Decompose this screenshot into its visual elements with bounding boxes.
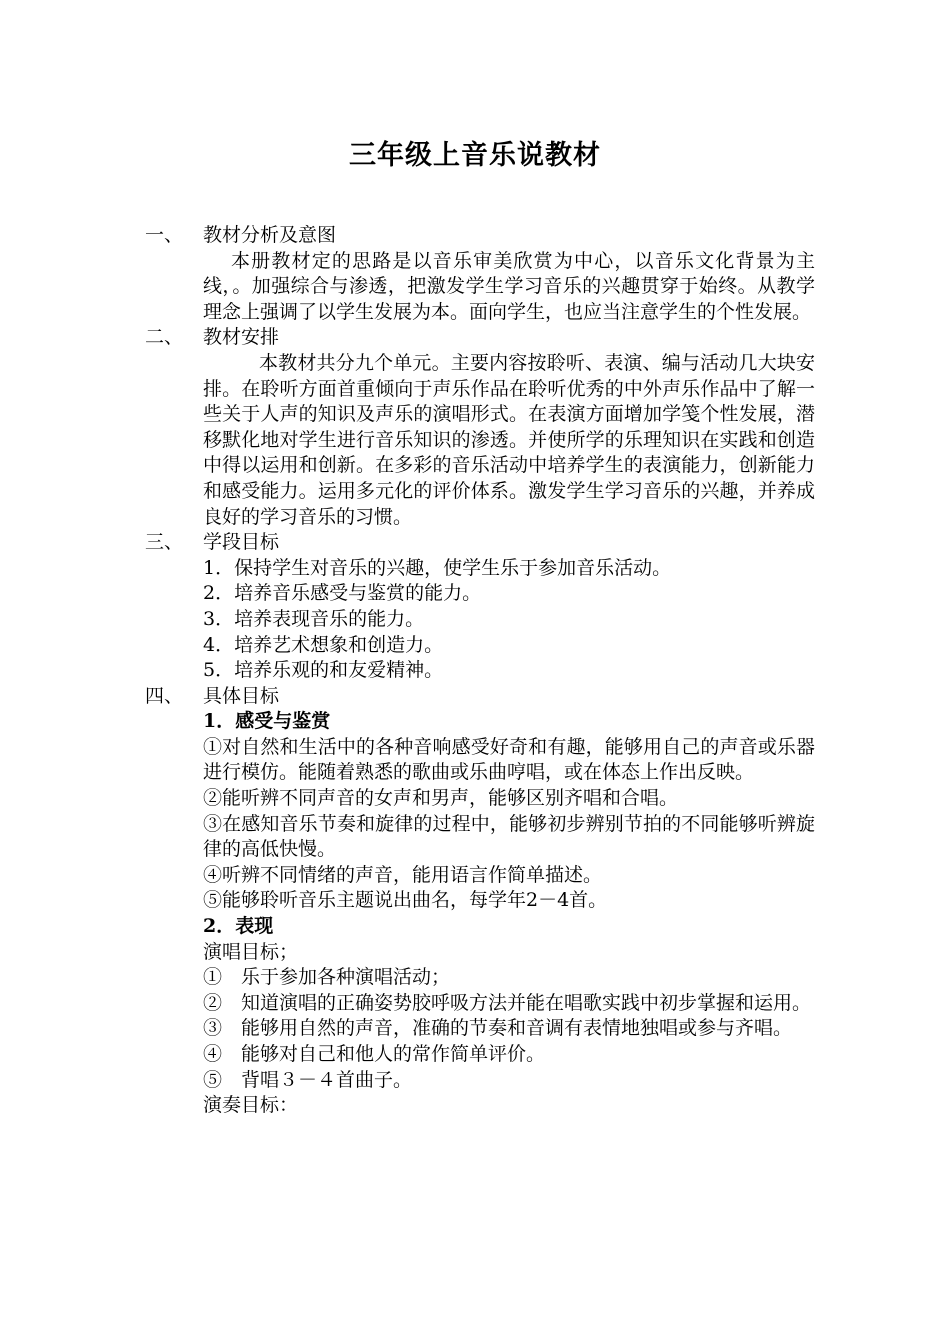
section-number: 三、: [145, 531, 184, 554]
list-item: ①对自然和生活中的各种音响感受好奇和有趣，能够用自己的声音或乐器进行模仿。能随着熟悉的歌曲或乐曲哼唱，或在体态上作出反映。: [203, 735, 815, 784]
document-body: [145, 223, 815, 1119]
singing-goals-label: 演唱目标；: [203, 940, 299, 963]
list-item: ① 乐于参加各种演唱活动；: [203, 966, 451, 989]
section-heading: [145, 325, 815, 351]
playing-goals-label: 演奏目标：: [203, 1094, 299, 1117]
section-title: 教材分析及意图: [203, 224, 337, 246]
list-item: ④ 能够对自己和他人的常作简单评价。: [203, 1043, 546, 1065]
list-item: 1．保持学生对音乐的兴趣，使学生乐于参加音乐活动。: [203, 556, 672, 579]
list-item: ②能听辨不同声音的女声和男声，能够区别齐唱和合唱。: [203, 787, 679, 810]
list-item: ③ 能够用自然的声音，准确的节奏和音调有表情地独唱或参与齐唱。: [203, 1017, 793, 1040]
section-number: 四、: [145, 684, 184, 707]
list-item: ⑤ 背唱３－４首曲子。: [203, 1068, 413, 1091]
section-title: 学段目标: [203, 531, 280, 554]
section-number: 二、: [145, 326, 184, 349]
section-title: 教材安排: [203, 326, 280, 349]
list-item: 4．培养艺术想象和创造力。: [203, 633, 444, 656]
list-item: ② 知道演唱的正确姿势胶呼吸方法并能在唱歌实践中初步掌握和运用。: [203, 991, 812, 1014]
list-item: 2．培养音乐感受与鉴赏的能力。: [203, 582, 482, 605]
subsection-title: 2．表现: [203, 915, 274, 938]
section-heading: [145, 530, 815, 556]
specific-goals: [203, 709, 815, 1119]
list-item: 5．培养乐观的和友爱精神。: [203, 659, 444, 682]
list-item: ③在感知音乐节奏和旋律的过程中，能够初步辨别节拍的不同能够听辨旋律的高低快慢。: [203, 812, 815, 861]
subsection-title: 1．感受与鉴赏: [203, 710, 331, 733]
goal-list: [203, 556, 815, 684]
list-item: 3．培养表现音乐的能力。: [203, 607, 425, 630]
section-heading: [145, 223, 815, 249]
section-number: 一、: [145, 224, 184, 246]
section-paragraph: 本教材共分九个单元。主要内容按聆听、表演、编与活动几大块安排。在聆听方面首重倾向于声乐作品在聆听优秀的中外声乐作品中了解一些关于人声的知识及声乐的演唱形式。在表演方面增加学笺个性发展，潜移默化地对学生进行音乐知识的渗透。并使所学的乐理知识在实践和创造中得以运用和创新。在多彩的音乐活动中培养学生的表演能力，创新能力和感受能力。运用多元化的评价体系。激发学生学习音乐的兴趣，并养成良好的学习音乐的习惯。: [203, 351, 815, 528]
list-item: ④听辨不同情绪的声音，能用语言作简单描述。: [203, 863, 603, 886]
section-paragraph: 本册教材定的思路是以音乐审美欣赏为中心，以音乐文化背景为主线，。加强综合与渗透，把激发学生学习音乐的兴趣贯穿于始终。从教学理念上强调了以学生发展为本。面向学生，也应当注意学生的个性发展。: [203, 249, 815, 323]
section-heading: [145, 684, 815, 710]
page-title: 三年级上音乐说教材: [349, 140, 601, 171]
section-title: 具体目标: [203, 684, 280, 707]
list-item: ⑤能够聆听音乐主题说出曲名，每学年2－4首。: [203, 889, 608, 912]
